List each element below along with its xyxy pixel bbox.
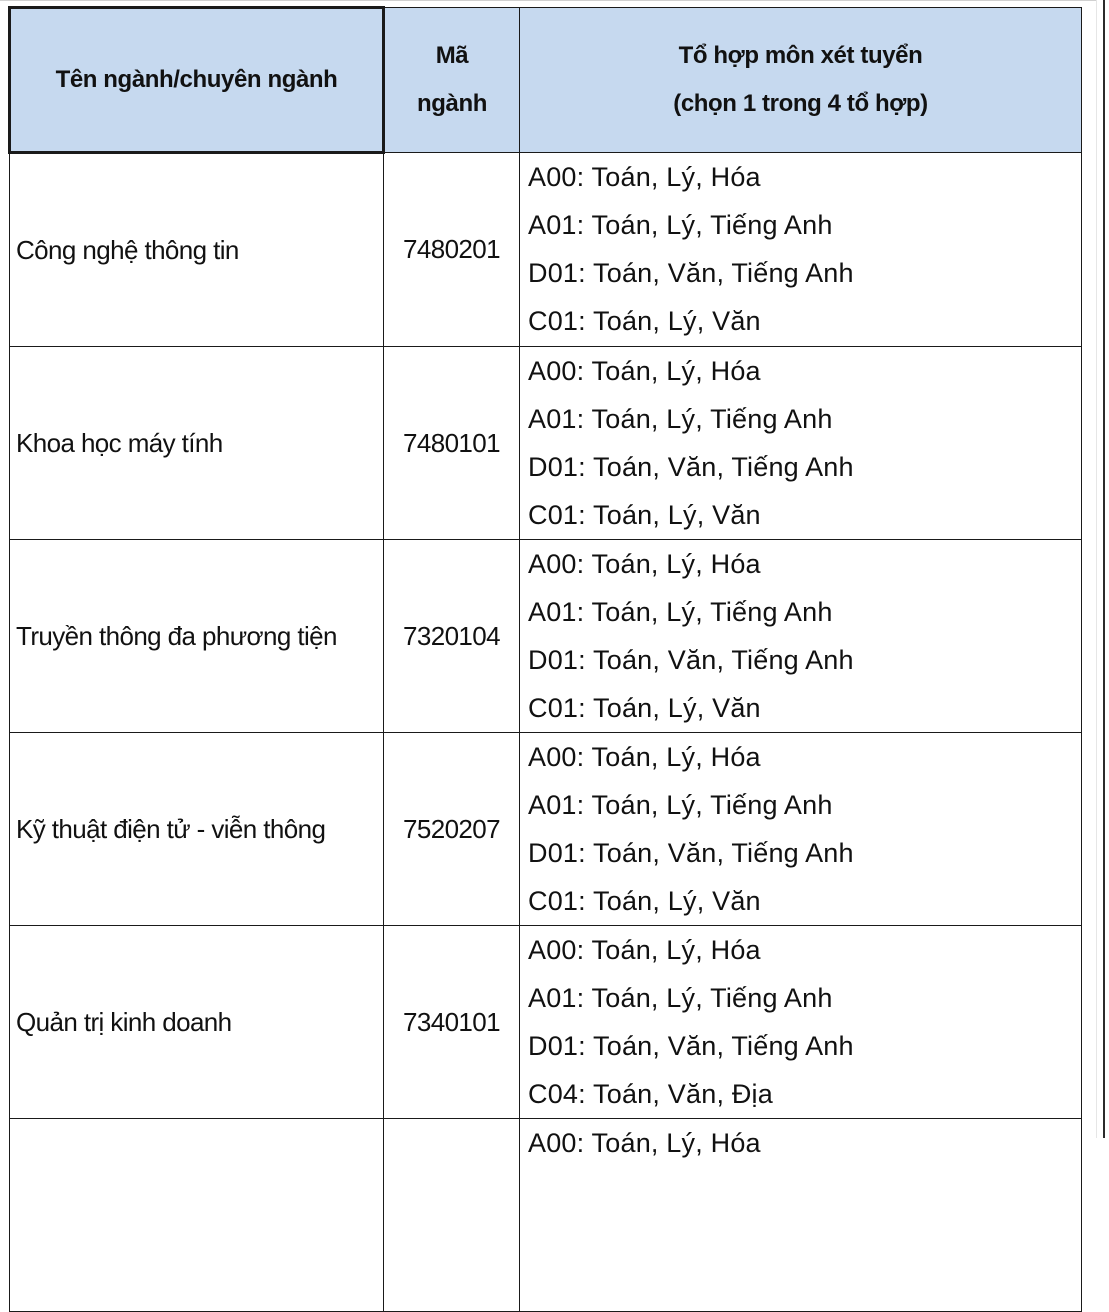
subject-combo: A00: Toán, Lý, Hóa [528, 742, 761, 772]
subject-combo: A00: Toán, Lý, Hóa [528, 935, 761, 965]
subject-combo: D01: Toán, Văn, Tiếng Anh [528, 452, 854, 482]
subject-combos-cell [520, 540, 1082, 733]
major-code: 7320104 [402, 620, 501, 651]
table-row [10, 1119, 1082, 1312]
major-code-cell [384, 733, 520, 926]
subject-combos-cell [520, 926, 1082, 1119]
major-code: 7480101 [402, 427, 501, 458]
major-name-cell [10, 347, 384, 540]
subject-combos-cell [520, 347, 1082, 540]
table-body [10, 153, 1082, 1312]
subject-combo: D01: Toán, Văn, Tiếng Anh [528, 1031, 854, 1061]
subject-combo: C01: Toán, Lý, Văn [528, 693, 761, 723]
subject-combo: A00: Toán, Lý, Hóa [528, 356, 761, 386]
major-name: Quản trị kinh doanh [16, 1006, 232, 1037]
major-code-cell [384, 926, 520, 1119]
admission-table [8, 6, 1082, 1312]
major-name-cell [10, 540, 384, 733]
subject-combos-cell [520, 153, 1082, 347]
header-major-name-text: Tên ngành/chuyên ngành [55, 66, 338, 93]
header-subject-combos [520, 8, 1082, 153]
subject-combo: A00: Toán, Lý, Hóa [528, 549, 761, 579]
table-row [10, 153, 1082, 347]
major-name-cell [10, 1119, 384, 1312]
subject-combo: C01: Toán, Lý, Văn [528, 306, 761, 336]
major-name: Khoa học máy tính [16, 427, 223, 458]
subject-combo: A01: Toán, Lý, Tiếng Anh [528, 790, 833, 820]
subject-combo: A00: Toán, Lý, Hóa [528, 1128, 761, 1158]
major-name: Kỹ thuật điện tử - viễn thông [16, 813, 326, 844]
major-code-cell [384, 153, 520, 347]
page-edge [1096, 0, 1109, 1138]
major-code-cell [384, 540, 520, 733]
header-major-code [384, 8, 520, 153]
subject-combo: C01: Toán, Lý, Văn [528, 500, 761, 530]
subject-combo: A01: Toán, Lý, Tiếng Anh [528, 210, 833, 240]
major-name: Truyền thông đa phương tiện [16, 620, 337, 651]
subject-combos-cell [520, 1119, 1082, 1312]
table-row [10, 733, 1082, 926]
major-name-cell [10, 926, 384, 1119]
table-row [10, 540, 1082, 733]
table-row [10, 347, 1082, 540]
subject-combo: C04: Toán, Văn, Địa [528, 1079, 773, 1109]
subject-combo: A01: Toán, Lý, Tiếng Anh [528, 404, 833, 434]
major-name-cell [10, 733, 384, 926]
header-row [10, 8, 1082, 153]
major-code: 7480201 [402, 234, 501, 264]
header-code-line2: ngành [417, 90, 487, 117]
subject-combo: C01: Toán, Lý, Văn [528, 886, 761, 916]
major-code: 7340101 [402, 1006, 501, 1037]
table-row [10, 926, 1082, 1119]
subject-combo: A00: Toán, Lý, Hóa [528, 162, 761, 192]
header-combos-line2: (chọn 1 trong 4 tổ hợp) [673, 90, 928, 117]
major-code: 7520207 [402, 813, 501, 844]
major-name: Công nghệ thông tin [16, 234, 239, 265]
major-code-cell [384, 1119, 520, 1312]
subject-combo: A01: Toán, Lý, Tiếng Anh [528, 983, 833, 1013]
major-name-cell [10, 153, 384, 347]
subject-combo: D01: Toán, Văn, Tiếng Anh [528, 645, 854, 675]
major-code-cell [384, 347, 520, 540]
subject-combo: A01: Toán, Lý, Tiếng Anh [528, 597, 833, 627]
header-major-name [10, 8, 384, 153]
header-combos-line1: Tổ hợp môn xét tuyển [678, 42, 923, 69]
top-border [0, 0, 1108, 1]
header-code-line1: Mã [435, 42, 469, 69]
subject-combo: D01: Toán, Văn, Tiếng Anh [528, 258, 854, 288]
subject-combos-cell [520, 733, 1082, 926]
subject-combo: D01: Toán, Văn, Tiếng Anh [528, 838, 854, 868]
